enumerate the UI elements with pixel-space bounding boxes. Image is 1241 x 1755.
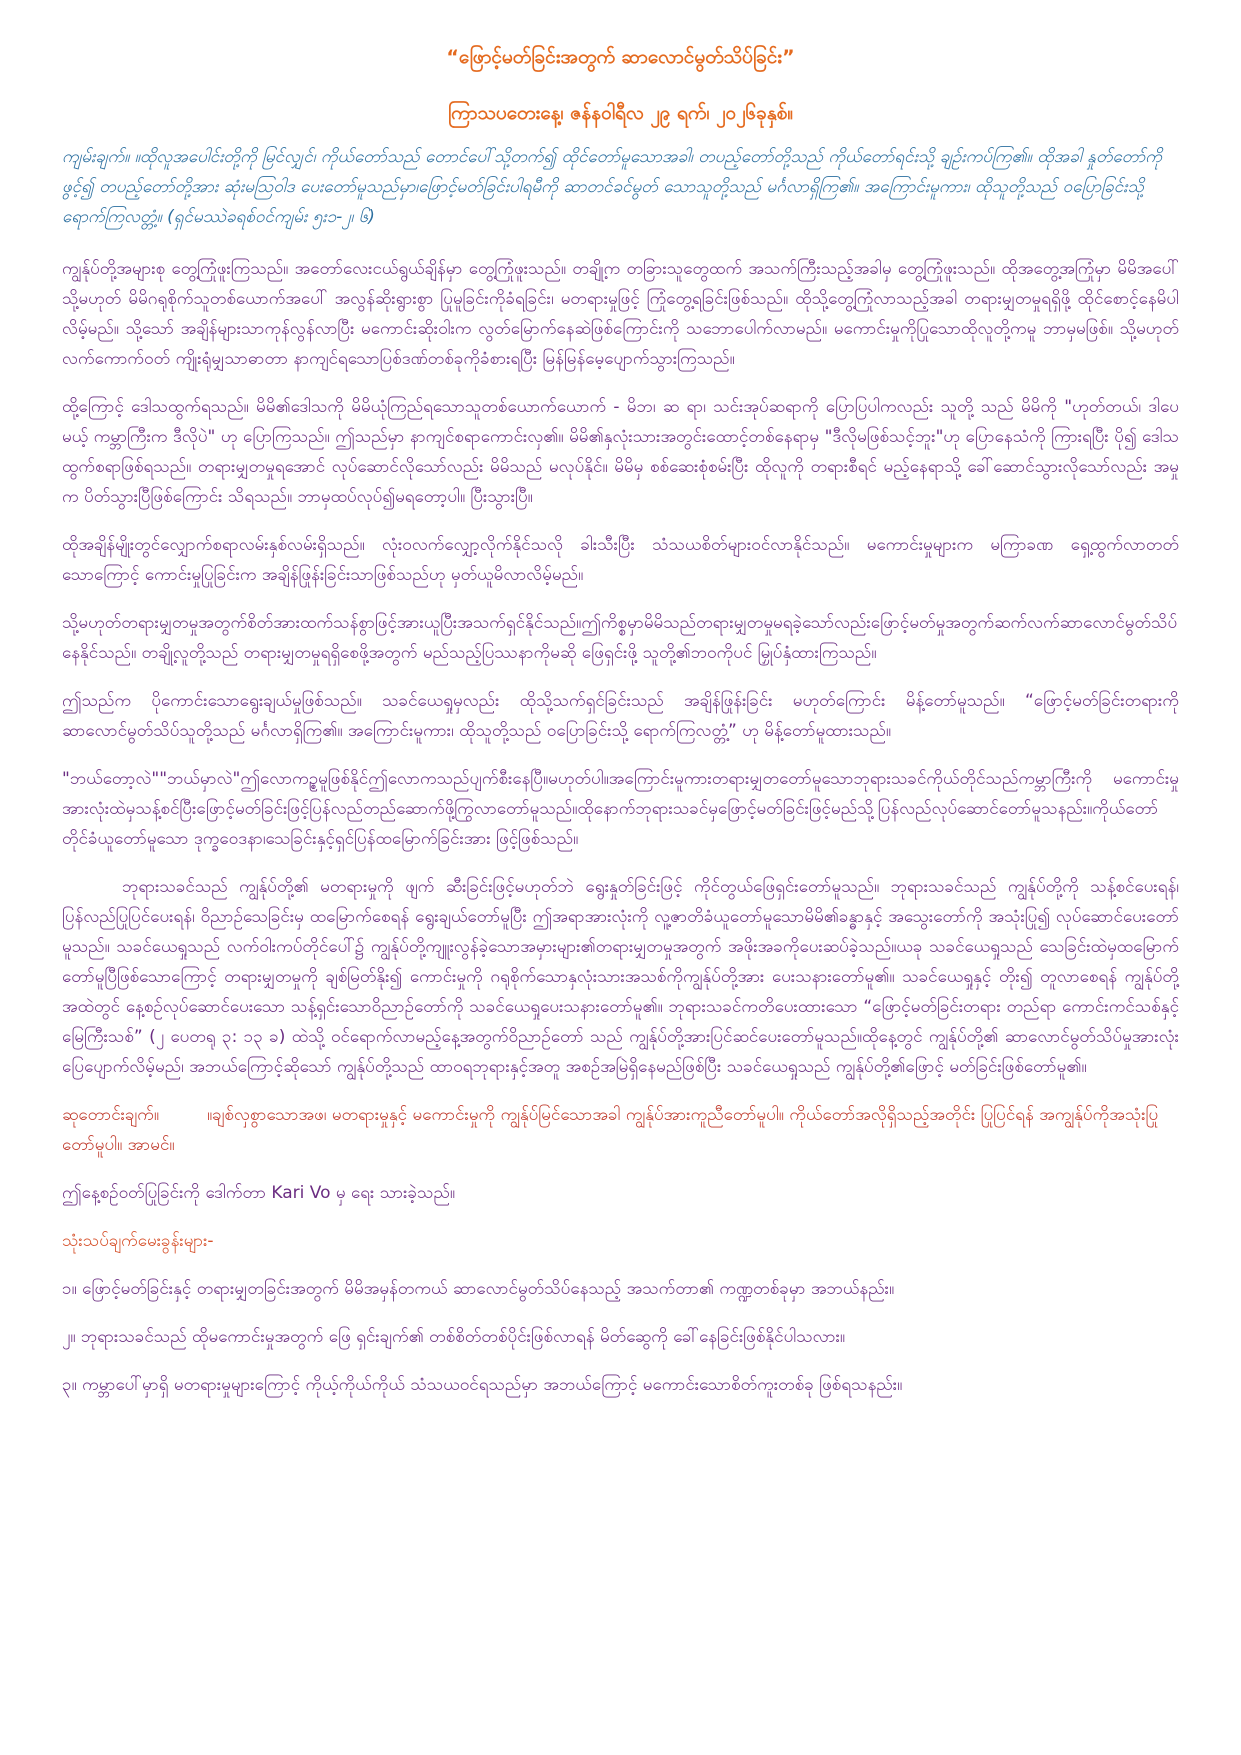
question-item: ၁။ ဖြောင့်မတ်ခြင်းနှင့် တရားမျှတခြင်းအတွက် မိမိအမှန်တကယ် ဆာလောင်မွတ်သိပ်နေသည့် အသက်တာ၏ ကဏ္ဍတစ်ခုမှာ အဘယ်နည်း။ — [62, 1279, 895, 1299]
prayer-label: ဆုတောင်းချက်။ — [62, 1105, 159, 1125]
body-paragraph: ကျွန်ုပ်တို့အများစု တွေ့ကြုံဖူးကြသည်။ အတော်လေးငယ်ရွယ်ချိန်မှာ တွေ့ကြုံဖူးသည်။ တချို့က တခြားသူတွေထက် အသက်ကြီးသည့်အခါမှ တွေ့ကြုံဖူးသည်။ ထိုအတွေ့အကြုံမှာ မိမိအပေါ် သို့မဟုတ် မိမိဂရုစိုက်သူတစ်ယောက်အပေါ် အလွန်ဆိုးရွားစွာ ပြုမူခြင်းကိုခံရခြင်း၊ မတရားမှုဖြင့် ကြုံတွေ့ရခြင်းဖြစ်သည်။ ထိုသို့တွေ့ကြုံလာသည့်အခါ တရားမျှတမှုရရှိဖို့ ထိုင်စောင့်နေမိပါလိမ့်မည်။ သို့သော် အချိန်များသာကုန်လွန်လာပြီး မကောင်းဆိုးဝါးက လွတ်မြောက်နေဆဲဖြစ်ကြောင်းကို သဘောပေါက်လာမည်။ မကောင်းမှုကိုပြုသောထိုလူတို့ကမူ ဘာမှမဖြစ်။ သို့မဟုတ် လက်ကောက်ဝတ် ကျိုးရုံမျှသာဓာတာ နာကျင်ရသောပြစ်ဒဏ်တစ်ခုကိုခံစားရပြီး မြန်မြန်မေ့ပျောက်သွားကြသည်။ — [62, 259, 1179, 369]
body-paragraph: ဤသည်က ပိုကောင်းသောရွေးချယ်မှုဖြစ်သည်။ သခင်ယေရှုမှလည်း ထိုသို့သက်ရှင်ခြင်းသည် အချိန်ဖြုန်းခြင်း မဟုတ်ကြောင်း မိန့်တော်မူသည်။ “ဖြောင့်မတ်ခြင်းတရားကို ဆာလောင်မွတ်သိပ်သူတို့သည် မင်္ဂလာရှိကြ၏။ အကြောင်းမူကား၊ ထိုသူတို့သည် ဝပြောခြင်းသို့ ရောက်ကြလတ္တံ့” ဟု မိန့်တော်မူထားသည်။ — [62, 691, 1179, 741]
body-paragraph: "ဘယ်တော့လဲ""ဘယ်မှာလဲ"ဤလောကဥ္စမူဖြစ်နိုင်ဤလောကသည်ပျက်စီးနေပြီ။မဟုတ်ပါ။အကြောင်းမူကားတရားမျှတတော်မူသောဘုရားသခင်ကိုယ်တိုင်သည်ကမ္ဘာကြီးကို မကောင်းမှုအားလုံးထဲမှသန့်စင်ပြီးဖြောင့်မတ်ခြင်းဖြင့်ပြန်လည်တည်ဆောက်ဖို့ကြွလာတော်မူသည်။ထိုနောက်ဘုရားသခင်မှဖြောင့်မတ်ခြင်းဖြင့်မည်သို့ပြန်လည်လုပ်ဆောင်တော်မူသနည်း။ကိုယ်တော်တိုင်ခံယူတော်မူသော ဒုက္ခဝေဒနာ၊သေခြင်းနှင့်ရှင်ပြန်ထမြောက်ခြင်းအား ဖြင့်ဖြစ်သည်။ — [62, 769, 1179, 849]
question-item: ၃။ ကမ္ဘာပေါ်မှာရှိ မတရားမှုများကြောင့် ကိုယ့်ကိုယ်ကိုယ် သံသယဝင်ရသည်မှာ အဘယ်ကြောင့် မကောင်းသောစိတ်ကူးတစ်ခု ဖြစ်ရသနည်း။ — [62, 1375, 903, 1395]
body-paragraph-long: ဘုရားသခင်သည် ကျွန်ုပ်တို့၏ မတရားမှုကို ဖျက် ဆီးခြင်းဖြင့်မဟုတ်ဘဲ ရွေးနှုတ်ခြင်းဖြင့် ကိုင်တွယ်ဖြေရှင်းတော်မူသည်။ ဘုရားသခင်သည် ကျွန်ုပ်တို့ကို သန့်စင်ပေးရန်၊ ပြန်လည်ပြုပြင်ပေးရန်၊ ဝိညာဉ်သေခြင်းမှ ထမြောက်စေရန် ရွေးချယ်တော်မူပြီး ဤအရာအားလုံးကို လူ့ဇာတိခံယူတော်မူသောမိမိ၏ခန္ဓာနှင့် အသွေးတော်ကို အသုံးပြု၍ လုပ်ဆောင်ပေးတော်မူသည်။ သခင်ယေရှုသည် လက်ဝါးကပ်တိုင်ပေါ်၌ ကျွန်ုပ်တို့ကျူးလွန်ခဲ့သောအမှားများ၏တရားမျှတမှုအတွက် အဖိုးအခကိုပေးဆပ်ခဲ့သည်။ယခု သခင်ယေရှုသည် သေခြင်းထဲမှထမြောက်တော်မူပြီဖြစ်သောကြောင့် တရားမျှတမှုကို ချစ်မြတ်နိုး၍ ကောင်းမှုကို ဂရုစိုက်သောနှလုံးသားအသစ်ကိုကျွန်ုပ်တို့အား ပေးသနားတော်မူ၏။ သခင်ယေရှုနှင့် တိုး၍ တူလာစေရန် ကျွန်ုပ်တို့အထဲတွင် နေ့စဉ်လုပ်ဆောင်ပေးသော သန့်ရှင်းသောဝိညာဉ်တော်ကို သခင်ယေရှုပေးသနားတော်မူ၏။ ဘုရားသခင်ကတိပေးထားသော “ဖြောင့်မတ်ခြင်းတရား တည်ရာ ကောင်းကင်သစ်နှင့် မြေကြီးသစ်” (၂ ပေတရု ၃: ၁၃ ခ) ထဲသို့ ဝင်ရောက်လာမည့်နေ့အတွက်ဝိညာဉ်တော် သည် ကျွန်ုပ်တို့အားပြင်ဆင်ပေးတော်မူသည်။ထိုနေ့တွင် ကျွန်ုပ်တို့၏ ဆာလောင်မွတ်သိပ်မှုအားလုံး ပြေပျောက်လိမ့်မည်၊ အဘယ်ကြောင့်ဆိုသော် ကျွန်ုပ်တို့သည် ထာဝရဘုရားနှင့်အတူ အစဉ်အမြဲရှိနေမည်ဖြစ်ပြီး သခင်ယေရှုသည် ကျွန်ုပ်တို့၏ဖြောင့် မတ်ခြင်းဖြစ်တော်မူ၏။ — [62, 877, 1179, 1077]
body-paragraph: ထိုအချိန်မျိုးတွင်လျှောက်စရာလမ်းနှစ်လမ်းရှိသည်။ လုံးဝလက်လျှော့လိုက်နိုင်သလို ခါးသီးပြီး သံသယစိတ်များဝင်လာနိုင်သည်။ မကောင်းမှုများက မကြာခဏ ရှေ့ထွက်လာတတ်သောကြောင့် ကောင်းမှုပြုခြင်းက အချိန်ဖြုန်းခြင်းသာဖြစ်သည်ဟု မှတ်ယူမိလာလိမ့်မည်။ — [62, 535, 1179, 585]
prayer — [62, 1100, 1179, 1160]
questions-heading: သုံးသပ်ချက်မေးခွန်းများ- — [62, 1231, 214, 1251]
question-item: ၂။ ဘုရားသခင်သည် ထိုမကောင်းမှုအတွက် ဖြေ ရှင်းချက်၏ တစ်စိတ်တစ်ပိုင်းဖြစ်လာရန် မိတ်ဆွေကို ခေါ်နေခြင်းဖြစ်နိုင်ပါသလား။ — [62, 1327, 846, 1347]
scripture-verse: ကျမ်းချက်။ ။ထိုလူအပေါင်းတို့ကို မြင်လျှင်၊ ကိုယ်တော်သည် တောင်ပေါ်သို့တက်၍ ထိုင်တော်မူသောအခါ၊ တပည့်တော်တို့သည် ကိုယ်တော်ရင်းသို့ ချဉ်းကပ်ကြ၏။ ထိုအခါ နှုတ်တော်ကိုဖွင့်၍ တပည့်တော်တို့အား ဆုံးမဩဝါဒ ပေးတော်မူသည်မှာ၊ဖြောင့်မတ်ခြင်းပါရမီကို ဆာတင်ခင်မွတ် သောသူတို့သည် မင်္ဂလာရှိကြ၏။ အကြောင်းမူကား၊ ထိုသူတို့သည် ဝပြောခြင်းသို့ ရောက်ကြလတ္တံ့။ (ရှင်မဿဲခရစ်ဝင်ကျမ်း ၅း၁-၂၊ ၆) — [62, 147, 1162, 227]
author-credit: ဤနေ့စဉ်ဝတ်ပြုခြင်းကို ဒေါက်တာ Kari Vo မှ ရေး သားခဲ့သည်။ — [62, 1183, 456, 1203]
page-title: “ဖြောင့်မတ်ခြင်းအတွက် ဆာလောင်မွတ်သိပ်ခြင်း” — [446, 46, 795, 68]
body-paragraph: ထို့ကြောင့် ဒေါသထွက်ရသည်။ မိမိ၏ဒေါသကို မိမိယုံကြည်ရသောသူတစ်ယောက်ယောက် - မိဘ၊ ဆ ရာ၊ သင်းအုပ်ဆရာကို ပြောပြပါကလည်း သူတို့ သည် မိမိကို "ဟုတ်တယ်၊ ဒါပေမယ့် ကမ္ဘာကြီးက ဒီလိုပဲ" ဟု ပြောကြသည်။ ဤသည်မှာ နာကျင်စရာကောင်းလှ၏။ မိမိ၏နှလုံးသားအတွင်းထောင့်တစ်နေရာမှ "ဒီလိုမဖြစ်သင့်ဘူး"ဟု ပြောနေသံကို ကြားရပြီး ပို၍ ဒေါသထွက်စရာဖြစ်ရသည်။ တရားမျှတမှုရအောင် လုပ်ဆောင်လိုသော်လည်း မိမိသည် မလုပ်နိုင်။ မိမိမှ စစ်ဆေးစုံစမ်းပြီး ထိုလူကို တရားစီရင် မည့်နေရာသို့ ခေါ်ဆောင်သွားလိုသော်လည်း အမှုက ပိတ်သွားပြီဖြစ်ကြောင်း သိရသည်။ ဘာမှထပ်လုပ်၍မရတော့ပါ။ ပြီးသွားပြီ။ — [62, 397, 1179, 507]
body-paragraph: သို့မဟုတ်တရားမျှတမှုအတွက်စိတ်အားထက်သန်စွာဖြင့်အားယူပြီးအသက်ရှင်နိုင်သည်။ဤကိစ္စမှာမိမိသည်တရားမျှတမှုမရခဲ့သော်လည်းဖြောင့်မတ်မှုအတွက်ဆက်လက်ဆာလောင်မွတ်သိပ်နေနိုင်သည်။ တချို့လူတို့သည် တရားမျှတမှုရရှိစေဖို့အတွက် မည်သည့်ပြဿနာကိုမဆို ဖြေရှင်းဖို့ သူတို့၏ဘဝကိုပင် မြှုပ်နှံထားကြသည်။ — [62, 613, 1178, 663]
page-date: ကြာသပတေးနေ့၊ ဇန်နဝါရီလ ၂၉ ရက်၊ ၂၀၂၆ခုနှစ်။ — [447, 102, 794, 124]
prayer-text: ။ချစ်လှစွာသောအဖ၊ မတရားမှုနှင့် မကောင်းမှုကို ကျွန်ုပ်မြင်သောအခါ ကျွန်ုပ်အားကူညီတော်မူပါ။ ကိုယ်တော်အလိုရှိသည့်အတိုင်း ပြုပြင်ရန် အကျွန်ုပ်ကိုအသုံးပြုတော်မူပါ။ အာမင်။ — [62, 1105, 1159, 1155]
